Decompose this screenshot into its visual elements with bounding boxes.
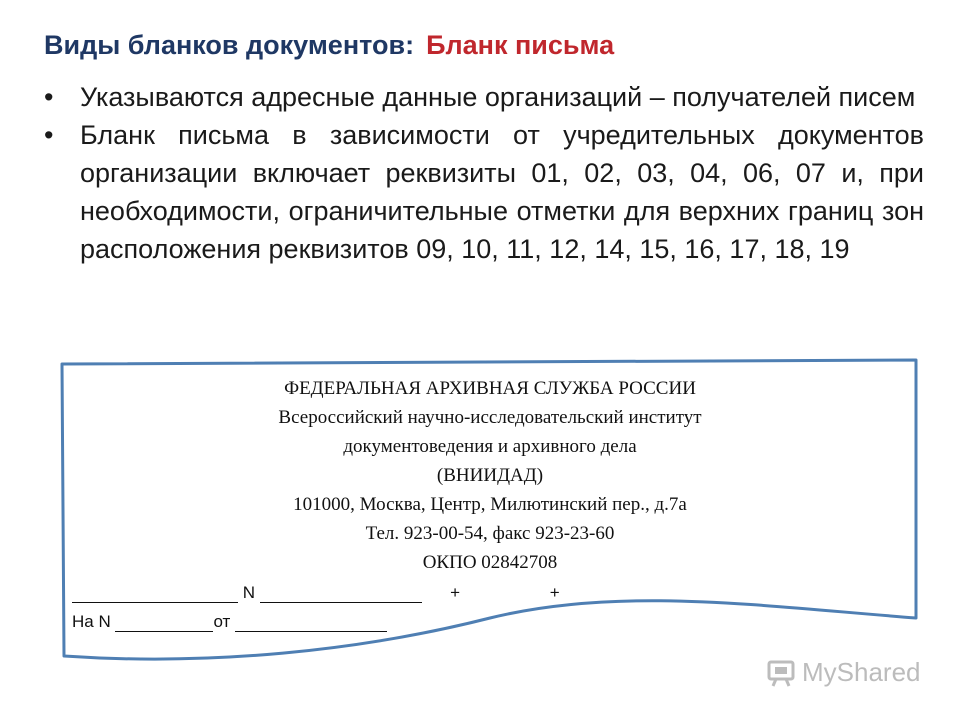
reply-label: На N [72, 612, 111, 631]
letter-form-sample [60, 356, 918, 668]
letterhead-block [60, 374, 920, 577]
institute-abbrev: (ВНИИДАД) [436, 465, 544, 486]
from-label: от [213, 612, 231, 631]
phone-fax: Тел. 923-00-54, факс 923-23-60 [365, 523, 615, 544]
date-blank [72, 586, 238, 603]
org-upper: ФЕДЕРАЛЬНАЯ АРХИВНАЯ СЛУЖБА РОССИИ [284, 378, 696, 399]
bullet-list [44, 78, 924, 268]
institute-line-1: Всероссийский научно-исследовательский институт [278, 407, 702, 428]
number-label: N [242, 583, 256, 602]
institute-line-2: документоведения и архивного дела [343, 436, 637, 457]
address: 101000, Москва, Центр, Милютинский пер., д.7а [293, 494, 687, 515]
bullet-item: • Бланк письма в зависимости от учредительных документов организации включает реквизиты 01, 02, 03, 04, 06, 07 и, при необходимости, ограничительные отметки для верхних границ зон расположения реквизитов 09, 10, 11, 12, 14, 15, 16, 17, 18, 19 [44, 116, 924, 268]
title-main: Виды бланков документов: [44, 30, 415, 60]
number-blank [260, 586, 422, 603]
reply-number-blank [115, 615, 213, 632]
zone-mark-plus: + [549, 583, 560, 602]
watermark-text: MyShared [802, 657, 921, 687]
reply-date-blank [235, 615, 387, 632]
presentation-board-icon [766, 658, 796, 688]
slide-title [44, 30, 614, 61]
zone-mark-plus: + [450, 583, 461, 602]
date-number-line [72, 583, 560, 603]
reply-reference-line [72, 612, 387, 632]
watermark-logo [766, 657, 921, 688]
bullet-item: • Указываются адресные данные организаций – получателей писем [44, 78, 924, 116]
title-subtitle: Бланк письма [426, 30, 615, 60]
okpo-code: ОКПО 02842708 [422, 552, 558, 573]
